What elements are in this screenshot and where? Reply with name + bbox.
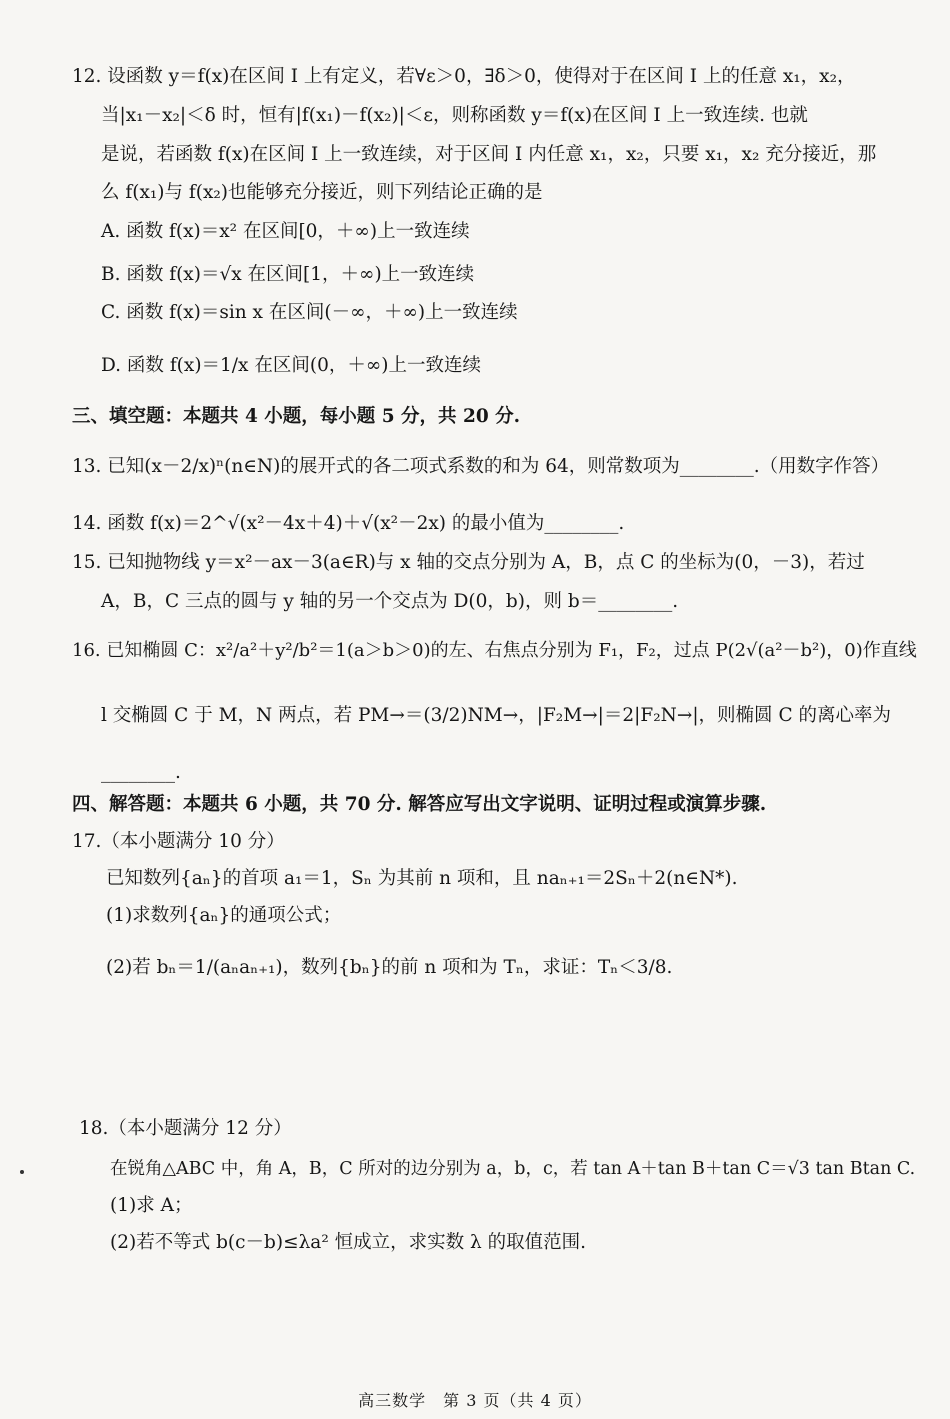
q17-line2: (1)求数列{aₙ}的通项公式；	[106, 905, 342, 926]
q18-line3: (2)若不等式 b(c－b)≤λa² 恒成立，求实数 λ 的取值范围.	[110, 1232, 586, 1253]
q12-line1: 12. 设函数 y＝f(x)在区间 I 上有定义，若∀ε＞0，∃δ＞0，使得对于在区间 I 上的任意 x₁，x₂，	[72, 66, 856, 87]
q16-line3: ________.	[101, 762, 181, 783]
q18-line1: 在锐角△ABC 中，角 A，B，C 所对的边分别为 a，b，c，若 tan A＋tan B＋tan C＝√3 tan Btan C.	[110, 1159, 916, 1179]
q12-option-d: D. 函数 f(x)＝1/x 在区间(0，＋∞)上一致连续	[101, 355, 481, 376]
q12-line4: 么 f(x₁)与 f(x₂)也能够充分接近，则下列结论正确的是	[101, 182, 543, 203]
q17-line1: 已知数列{aₙ}的首项 a₁＝1，Sₙ 为其前 n 项和，且 naₙ₊₁＝2Sₙ＋2(n∈N*).	[106, 868, 738, 889]
q12-option-a: A. 函数 f(x)＝x² 在区间[0，＋∞)上一致连续	[101, 221, 470, 242]
q18-header: 18.（本小题满分 12 分）	[79, 1118, 292, 1139]
section-answer-title: 四、解答题：本题共 6 小题，共 70 分. 解答应写出文字说明、证明过程或演算步骤.	[72, 794, 767, 815]
section-fill-in-title: 三、填空题：本题共 4 小题，每小题 5 分，共 20 分.	[72, 406, 521, 427]
q12-option-c: C. 函数 f(x)＝sin x 在区间(－∞，＋∞)上一致连续	[101, 302, 518, 323]
q17-line3: (2)若 bₙ＝1/(aₙaₙ₊₁)，数列{bₙ}的前 n 项和为 Tₙ，求证：Tₙ＜3/8.	[106, 957, 673, 978]
q15-line2: A，B，C 三点的圆与 y 轴的另一个交点为 D(0，b)，则 b＝________.	[101, 591, 679, 612]
q17-header: 17.（本小题满分 10 分）	[72, 831, 285, 852]
q15-line1: 15. 已知抛物线 y＝x²－ax－3(a∈R)与 x 轴的交点分别为 A，B，点 C 的坐标为(0，－3)，若过	[72, 552, 865, 573]
q16-line2: l 交椭圆 C 于 M，N 两点，若 PM→＝(3/2)NM→，|F₂M→|＝2|F₂N→|，则椭圆 C 的离心率为	[101, 705, 891, 726]
q12-line3: 是说，若函数 f(x)在区间 I 上一致连续，对于区间 I 内任意 x₁，x₂，只要 x₁，x₂ 充分接近，那	[101, 144, 877, 165]
q16-line1: 16. 已知椭圆 C：x²/a²＋y²/b²＝1(a＞b＞0)的左、右焦点分别为 F₁，F₂，过点 P(2√(a²－b²)，0)作直线	[72, 640, 917, 661]
speck-mark	[20, 1170, 24, 1174]
page-footer: 高三数学 第 3 页（共 4 页）	[358, 1391, 592, 1410]
q14: 14. 函数 f(x)＝2^√(x²－4x＋4)＋√(x²－2x) 的最小值为________.	[72, 513, 625, 534]
q18-line2: (1)求 A；	[110, 1195, 193, 1216]
q12-option-b: B. 函数 f(x)＝√x 在区间[1，＋∞)上一致连续	[101, 264, 475, 285]
q13: 13. 已知(x－2/x)ⁿ(n∈N)的展开式的各二项式系数的和为 64，则常数项为________.（用数字作答）	[72, 456, 890, 477]
q12-line2: 当|x₁－x₂|＜δ 时，恒有|f(x₁)－f(x₂)|＜ε，则称函数 y＝f(x)在区间 I 上一致连续. 也就	[101, 105, 808, 126]
